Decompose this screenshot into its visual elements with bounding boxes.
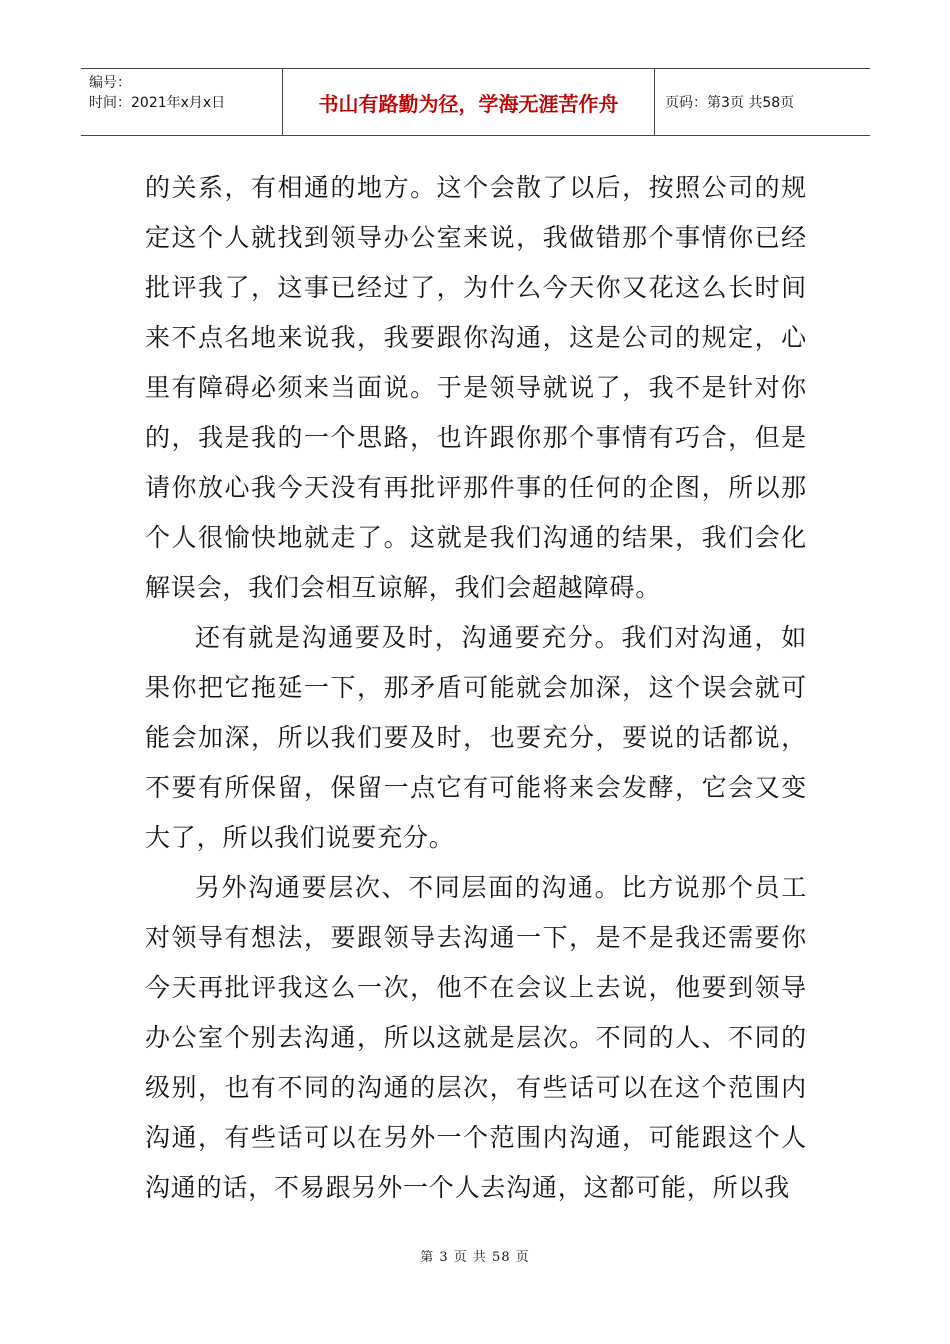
header-page-info: 页码：第3页 共58页 [665, 95, 795, 111]
paragraph-2: 还有就是沟通要及时，沟通要充分。我们对沟通，如果你把它拖延一下，那矛盾可能就会加深，这个误会就可能会加深，所以我们要及时，也要充分，要说的话都说，不要有所保留，保留一点它有可能将来会发酵，它会又变大了，所以我们说要充分。 [145, 623, 807, 852]
page-header [81, 68, 870, 136]
document-time-label: 时间：2021年x月x日 [89, 95, 226, 111]
document-number-label: 编号： [89, 75, 131, 91]
page-footer: 第 3 页 共 58 页 [420, 1250, 530, 1265]
document-body [145, 163, 807, 1213]
header-meta [81, 69, 283, 135]
header-motto: 书山有路勤为径，学海无涯苦作舟 [283, 69, 655, 135]
paragraph-3: 另外沟通要层次、不同层面的沟通。比方说那个员工对领导有想法，要跟领导去沟通一下，是不是我还需要你今天再批评我这么一次，他不在会议上去说，他要到领导办公室个别去沟通，所以这就是层次。不同的人、不同的级别，也有不同的沟通的层次，有些话可以在这个范围内沟通，有些话可以在另外一个范围内沟通，可能跟这个人沟通的话，不易跟另外一个人去沟通，这都可能，所以我 [145, 873, 807, 1202]
paragraph-1: 的关系，有相通的地方。这个会散了以后，按照公司的规定这个人就找到领导办公室来说，我做错那个事情你已经批评我了，这事已经过了，为什么今天你又花这么长时间来不点名地来说我，我要跟你沟通，这是公司的规定，心里有障碍必须来当面说。于是领导就说了，我不是针对你的，我是我的一个思路，也许跟你那个事情有巧合，但是请你放心我今天没有再批评那件事的任何的企图，所以那个人很愉快地就走了。这就是我们沟通的结果，我们会化解误会，我们会相互谅解，我们会超越障碍。 [145, 173, 807, 602]
